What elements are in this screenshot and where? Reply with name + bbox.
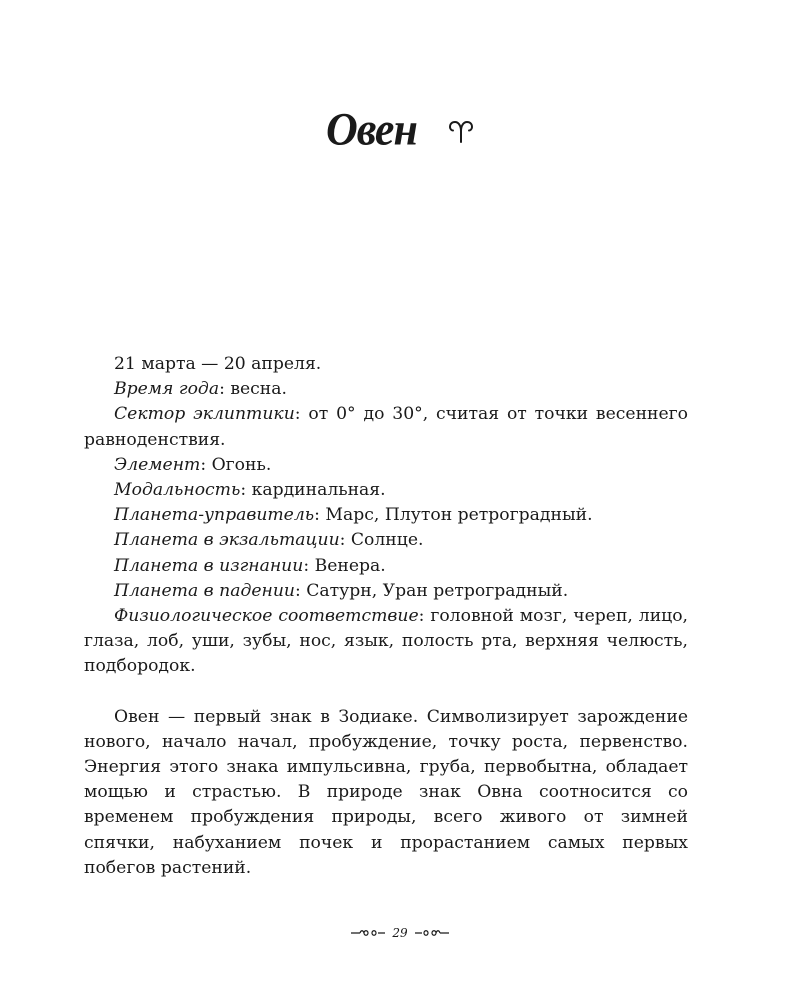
sector-value: : от 0° до 30°, считая от точки весеннего равноденствия. [84, 404, 689, 450]
dates-line: 21 марта — 20 апреля. [114, 354, 322, 374]
modality-label: Модальность [114, 480, 241, 501]
page-number: 29 [392, 925, 408, 940]
description-paragraph: Овен — первый знак в Зодиаке. Символизирует зарождение нового, начало начал, пробуждение, точку роста, первенство. Энергия этого знака импульсивна, груба, первобытна, обладает мощью и страстью. В природе знак Овна соотносится со временем пробуждения природы, всего живого от зимней спячки, набуханием почек и прорастанием самых первых побегов растений. [84, 706, 688, 878]
flourish-ornament-icon-right [414, 927, 450, 939]
modality-line [84, 478, 688, 503]
exaltation-label: Планета в экзальтации [114, 530, 340, 551]
modality-value: : кардинальная. [240, 480, 386, 501]
flourish-ornament-icon [350, 927, 386, 939]
ruler-line [84, 503, 688, 528]
fall-label: Планета в падении [114, 580, 295, 601]
sector-line [84, 402, 688, 452]
physiology-line [84, 604, 688, 680]
physiology-label: Физиологическое соответствие [114, 606, 419, 627]
element-line [84, 453, 688, 478]
exaltation-value: : Солнце. [339, 530, 424, 551]
physiology-value: : головной мозг, череп, лицо, глаза, лоб, уши, зубы, нос, язык, полость рта, верхняя челюсть, подбородок. [84, 606, 689, 677]
exile-line [84, 554, 688, 579]
exaltation-line [84, 528, 688, 553]
season-value: : весна. [219, 379, 287, 400]
chapter-title: Овен [326, 103, 417, 156]
element-label: Элемент [114, 454, 201, 475]
fall-value: : Сатурн, Уран ретроградный. [295, 580, 569, 601]
fall-line [84, 579, 688, 604]
season-label: Время года [114, 379, 220, 400]
page-footer [0, 920, 800, 944]
exile-label: Планета в изгнании [114, 555, 304, 576]
chapter-heading [0, 100, 800, 170]
season-line [84, 377, 688, 402]
ruler-label: Планета-управитель [114, 505, 315, 526]
aries-symbol-icon [448, 119, 474, 145]
element-value: : Огонь. [200, 454, 272, 475]
sector-label: Сектор эклиптики [114, 404, 295, 425]
page-body [84, 352, 688, 881]
exile-value: : Венера. [303, 555, 386, 576]
ruler-value: : Марс, Плутон ретроградный. [314, 505, 593, 526]
